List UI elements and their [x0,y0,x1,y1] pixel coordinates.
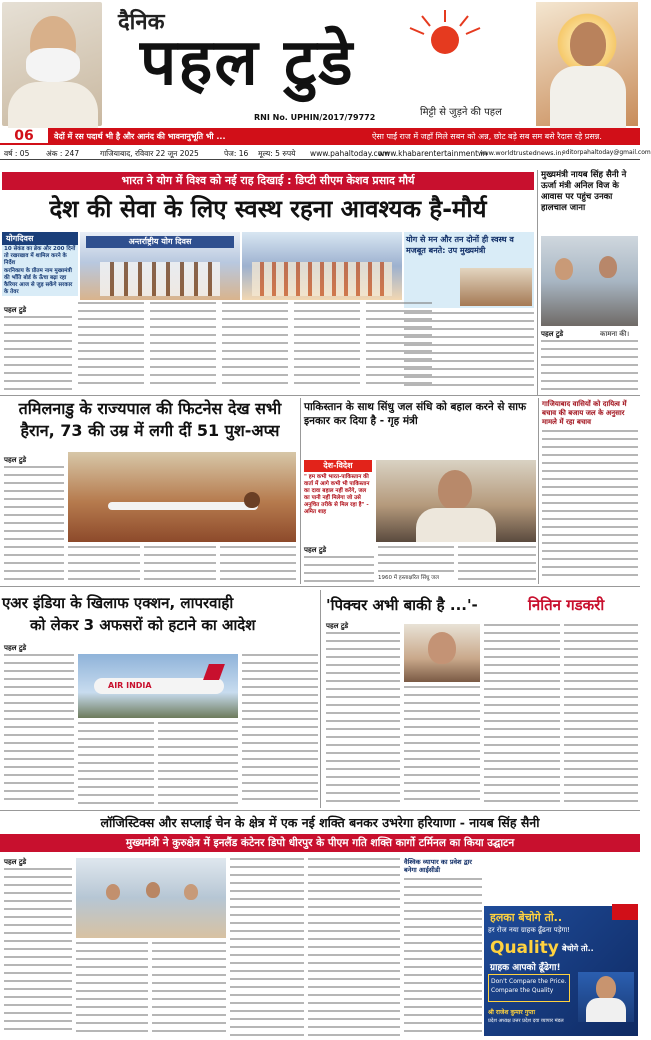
article-text [230,858,304,1036]
dateline: पहल टुडे [4,456,27,464]
story4-headline: पाकिस्तान के साथ सिंधु जल संधि को बहाल करने से साफ इनकार कर दिया है - गृह मंत्री [304,401,527,427]
pushup-photo [68,452,296,542]
article-text [378,546,454,572]
yoga-photo-2 [242,232,402,300]
article-text [158,722,238,804]
strip-quote-right: ऐसा पाईं राज में जहाँ मिले सबन को अन्न, छोट बड़े सब सम बसे रैदास रहे प्रसन्न. [372,132,602,141]
ad-line4: ग्राहक आपको ढूँढेगा! [490,963,561,973]
ad-line2: हर रोज नया ग्राहक ढूँढना पड़ेगा! [488,926,571,934]
article-text [78,722,154,804]
ad-compare-box: Don't Compare the Price. Compare the Quality [488,974,570,1002]
gadkari-photo [404,624,480,682]
story6-headline-quote: 'पिक्चर अभी बाकी है ...'- [326,596,478,614]
story3-headline-line1: तमिलनाडु के राज्यपाल की फिटनेस देख सभी [18,399,282,418]
article-text [484,624,560,804]
yoga-banner-text: अन्तर्राष्ट्रीय योग दिवस [86,236,234,248]
inauguration-photo [76,858,226,938]
website-link[interactable]: www.pahaltoday.com [310,149,390,158]
issue-info-row [0,146,651,160]
portrait-left [2,2,102,126]
page-number: 06 [0,128,48,145]
article-text [304,556,374,582]
article-text [242,654,318,804]
dateline: पहल टुडे [541,330,564,338]
column-divider [320,590,321,808]
portrait-right [536,2,638,126]
rni-number: RNI No. UPHIN/2017/79772 [254,113,376,122]
home-minister-photo [376,460,536,542]
issue: अंक : 247 [46,149,80,158]
yoga-box-bullet: 10 सेकंड का ब्रेक और 200 दिनों तो रखरखाव में शामिल करने के निर्देश [4,246,76,266]
ad-corner-badge [612,904,638,920]
story5-headline-line1: एअर इंडिया के खिलाफ एक्शन, लापरवाही [2,594,234,612]
website-link[interactable]: www.worldtrustednews.in, [478,149,564,157]
article-text [152,942,226,1036]
article-text [76,942,148,1036]
article-text [404,686,480,804]
article-text [222,302,288,390]
masthead-motto: मिट्टी से जुड़ने की पहल [420,107,502,118]
section-divider [0,586,640,587]
article-text [542,430,638,582]
yoga-side-title: योग से मन और तन दोनों ही स्वस्थ व मजबूत बनते: उप मुख्यमंत्री [406,235,514,255]
masthead-daink: दैनिक [118,10,165,35]
dateline: पहल टुडे [326,622,349,630]
ad-quality-tail: बेचोगे तो.. [562,944,594,953]
yoga-box-bullet: करनिकाय के प्रीतम नाम मुख्यमंत्री की भाँति बोर्ड के ऊँचा बढ़ा रहा कैरियर आज से जुड़ सकेंगे सरकार के तेवर [4,268,73,295]
story1-headline: देश की सेवा के लिए स्वस्थ रहना आवश्यक है-मौर्य [49,195,487,223]
email-link[interactable]: editorpahaltoday@gmail.com [562,149,651,156]
strip-quote-left: वेदों में रस पदार्थ भी है और आनंद की भावनानुभूति भी ... [54,132,226,141]
article-text [564,624,638,804]
dateline: पहल टुडे [4,306,27,314]
section-divider [0,395,640,396]
dateline: पहल टुडे [4,644,27,652]
story5-headline-line2: को लेकर 3 अफसरों को हटाने का आदेश [30,616,256,634]
air-india-photo [78,654,238,718]
cm-visit-photo [541,236,638,326]
website-link[interactable]: www.khabarentertainment.in [378,149,488,158]
article-text [404,878,482,1036]
story7-banner: मुख्यमंत्री ने कुरुक्षेत्र में इनलैंड कंटेनर डिपो धीरपुर के पीएम गति शक्ति कार्गो टर्मिनल का किया उद्घाटन [0,834,640,852]
column-divider [300,398,301,584]
article-text [220,546,296,580]
article-text [458,546,536,582]
newspaper-title: पहल टुडे [140,26,355,100]
pages: पेज: 16 [224,149,249,158]
year: वर्ष : 05 [4,149,30,158]
plane-livery-text: AIR INDIA [108,681,152,690]
rising-sun-icon [400,6,490,42]
deputy-cm-photo [460,268,532,306]
story2-side-title: गाजियाबाद वासियों को दायित्व में बचाव की बजाय जल के अनुसार मामले में रहा बचाव [542,400,627,426]
article-text [68,546,140,580]
story3-headline-line2: हैरान, 73 की उम्र में लगी दीं 51 पुश-अप्स [20,421,280,440]
article-text [4,868,72,1036]
article-text [326,632,400,804]
photo-caption: कामना की। [600,330,630,338]
amit-shah-quote: " हम कभी भारत-पाकिस्तान की वार्ता में आगे कभी भी पाकिस्तान का दावा बहाल नहीं करेंगे, जल का पानी नहीं मिलेगा जो उसे अनुचित तरीके से मिल रहा है" - अमित शाह [304,474,370,515]
ad-person-photo [578,972,634,1022]
dateline: पहल टुडे [4,858,27,866]
column-divider [538,398,539,584]
article-text [308,858,400,1036]
story1-kicker: भारत ने योग में विश्व को नई राह दिखाई : डिप्टी सीएम केशव प्रसाद मौर्य [2,172,534,190]
article-text [4,466,64,580]
place-date: गाजियाबाद, रविवार 22 जून 2025 [100,149,199,158]
article-text [78,302,144,390]
story7-subtitle: वैश्विक व्यापार का प्रवेश द्वार बनेगा आईसीडी [404,858,472,874]
story6-headline-name: नितिन गडकरी [528,596,605,614]
article-text [404,312,534,390]
article-text [4,316,72,390]
ad-tagline: हलका बेचोगे तो.. [490,911,563,924]
article-text [4,654,74,804]
ad-person-name: श्री राजेश कुमार गुप्ता [488,1009,536,1016]
yoga-photo-1 [80,232,240,300]
section-tag: देश-विदेश [304,460,372,472]
article-text [541,340,638,392]
column-divider [537,170,538,395]
article-text [144,546,216,580]
price: मूल्य: 5 रुपये [258,149,296,158]
story7-headline: लॉजिस्टिक्स और सप्लाई चेन के क्षेत्र में एक नई शक्ति बनकर उभरेगा हरियाणा - नायब सिंह सैनी [100,815,540,830]
dateline: पहल टुडे [304,546,327,554]
ad-quality: Quality [490,938,559,958]
yoga-box-title: योगदिवस [2,232,78,245]
indus-treaty-year: 1960 में हस्ताक्षरित सिंधु जल [378,575,439,581]
ad-person-role: प्रदेश अध्यक्ष उत्तर प्रदेश दवा व्यापार मंडल [488,1018,564,1024]
story2-kicker: मुख्यमंत्री नायब सिंह सैनी ने ऊर्जा मंत्री अनिल विज के आवास पर पहुंच उनका हालचाल जाना [541,170,627,213]
article-text [150,302,216,390]
section-divider [0,810,640,811]
article-text [294,302,360,390]
